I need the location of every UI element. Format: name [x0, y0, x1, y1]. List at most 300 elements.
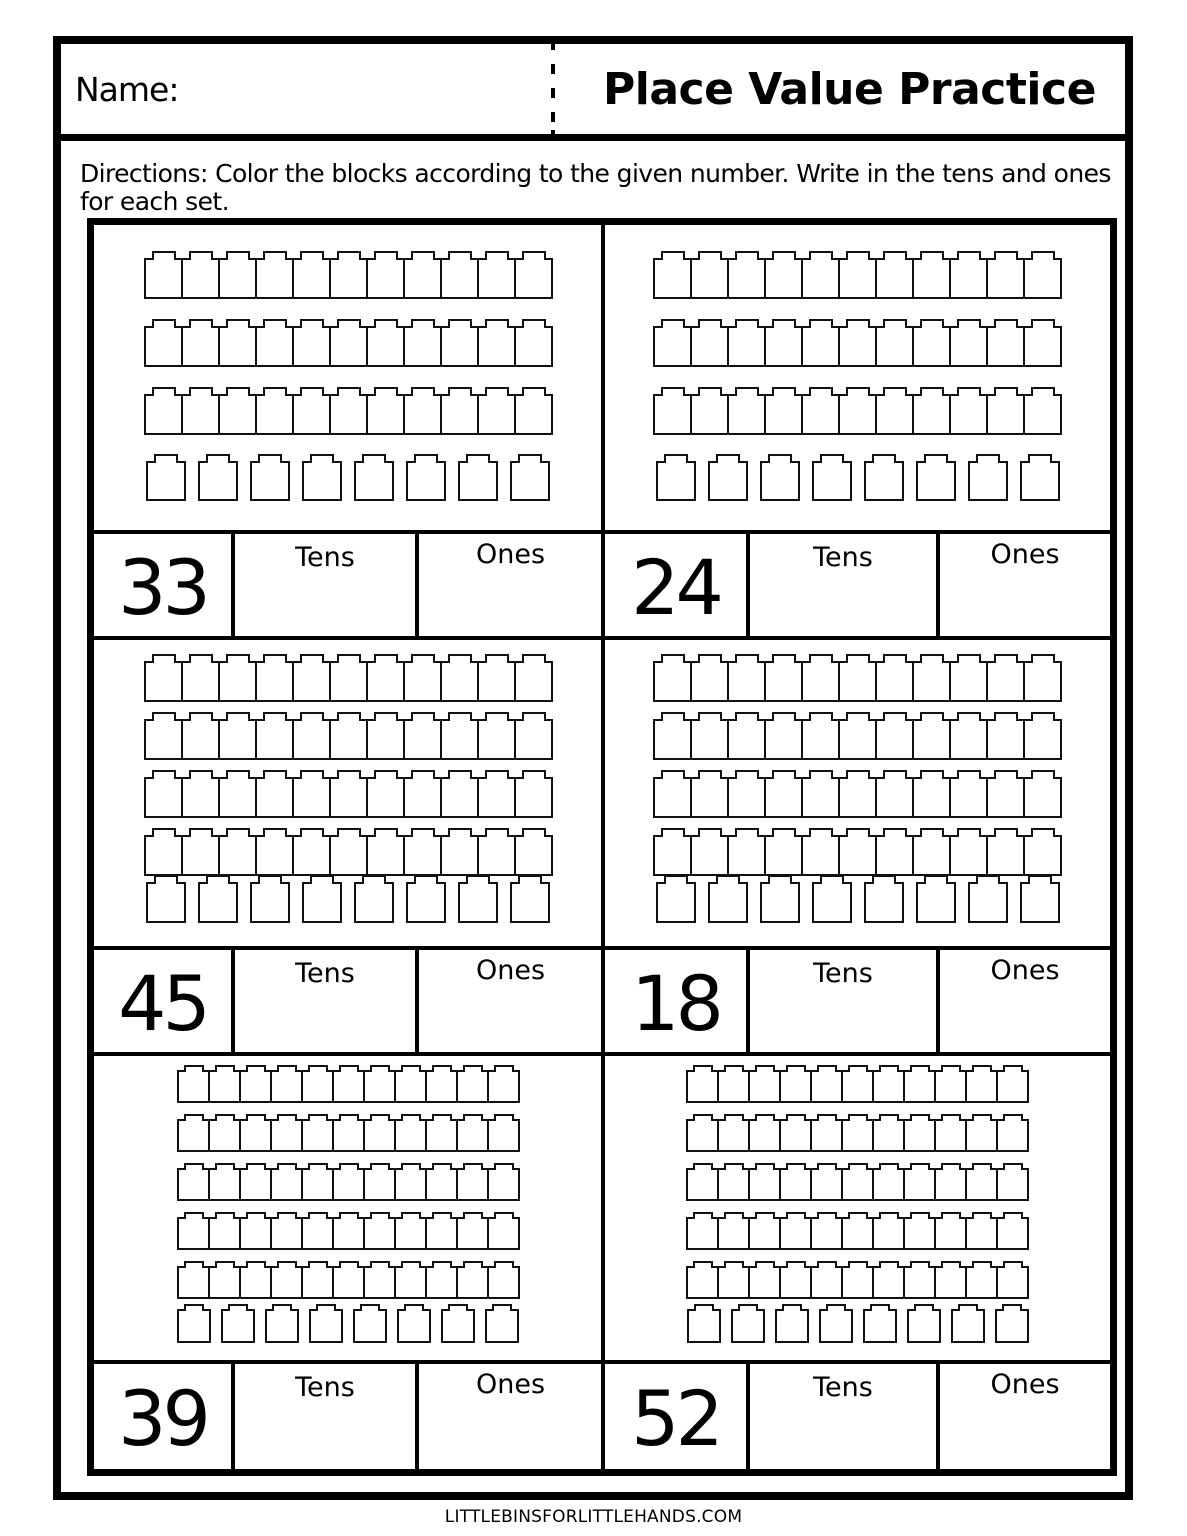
- brick-block[interactable]: [218, 835, 257, 876]
- brick-block[interactable]: [727, 777, 766, 818]
- brick-block[interactable]: [292, 326, 331, 367]
- brick-block[interactable]: [727, 661, 766, 702]
- brick-block[interactable]: [934, 1217, 967, 1250]
- brick-block[interactable]: [965, 1266, 998, 1299]
- brick-block[interactable]: [487, 1119, 520, 1152]
- ones-answer-box[interactable]: [419, 950, 602, 1056]
- tens-answer-box[interactable]: [750, 1364, 940, 1473]
- brick-block[interactable]: [717, 1266, 750, 1299]
- brick-block[interactable]: [996, 1119, 1029, 1152]
- brick-block[interactable]: [255, 326, 294, 367]
- brick-block[interactable]: [144, 661, 183, 702]
- one-block[interactable]: [812, 461, 852, 501]
- brick-block[interactable]: [934, 1168, 967, 1201]
- tens-answer-box[interactable]: [750, 534, 940, 640]
- brick-block[interactable]: [686, 1119, 719, 1152]
- brick-block[interactable]: [748, 1119, 781, 1152]
- brick-block[interactable]: [301, 1266, 334, 1299]
- ones-answer-box[interactable]: [940, 534, 1110, 640]
- brick-block[interactable]: [270, 1070, 303, 1103]
- brick-block[interactable]: [764, 258, 803, 299]
- brick-block[interactable]: [838, 719, 877, 760]
- one-block[interactable]: [198, 882, 238, 923]
- brick-block[interactable]: [841, 1119, 874, 1152]
- brick-block[interactable]: [875, 835, 914, 876]
- brick-block[interactable]: [218, 394, 257, 435]
- brick-block[interactable]: [514, 835, 553, 876]
- brick-block[interactable]: [394, 1266, 427, 1299]
- brick-block[interactable]: [801, 719, 840, 760]
- brick-block[interactable]: [653, 258, 692, 299]
- brick-block[interactable]: [366, 394, 405, 435]
- brick-block[interactable]: [218, 326, 257, 367]
- brick-block[interactable]: [218, 661, 257, 702]
- one-block[interactable]: [177, 1309, 211, 1343]
- one-block[interactable]: [687, 1309, 721, 1343]
- brick-block[interactable]: [292, 777, 331, 818]
- brick-block[interactable]: [363, 1168, 396, 1201]
- one-block[interactable]: [656, 882, 696, 923]
- brick-block[interactable]: [144, 777, 183, 818]
- brick-block[interactable]: [779, 1070, 812, 1103]
- brick-block[interactable]: [1023, 326, 1062, 367]
- brick-block[interactable]: [255, 777, 294, 818]
- brick-block[interactable]: [653, 719, 692, 760]
- brick-block[interactable]: [1023, 661, 1062, 702]
- brick-block[interactable]: [1023, 258, 1062, 299]
- brick-block[interactable]: [329, 661, 368, 702]
- ones-answer-box[interactable]: [419, 1364, 602, 1473]
- brick-block[interactable]: [332, 1070, 365, 1103]
- brick-block[interactable]: [332, 1217, 365, 1250]
- brick-block[interactable]: [727, 719, 766, 760]
- brick-block[interactable]: [403, 835, 442, 876]
- brick-block[interactable]: [403, 394, 442, 435]
- brick-block[interactable]: [801, 835, 840, 876]
- brick-block[interactable]: [986, 326, 1025, 367]
- brick-block[interactable]: [764, 661, 803, 702]
- brick-block[interactable]: [686, 1266, 719, 1299]
- brick-block[interactable]: [144, 326, 183, 367]
- brick-block[interactable]: [514, 661, 553, 702]
- brick-block[interactable]: [779, 1217, 812, 1250]
- brick-block[interactable]: [366, 326, 405, 367]
- brick-block[interactable]: [177, 1070, 210, 1103]
- brick-block[interactable]: [690, 777, 729, 818]
- brick-block[interactable]: [717, 1070, 750, 1103]
- brick-block[interactable]: [329, 835, 368, 876]
- brick-block[interactable]: [838, 835, 877, 876]
- one-block[interactable]: [863, 1309, 897, 1343]
- brick-block[interactable]: [1023, 394, 1062, 435]
- brick-block[interactable]: [748, 1168, 781, 1201]
- brick-block[interactable]: [810, 1266, 843, 1299]
- brick-block[interactable]: [934, 1070, 967, 1103]
- brick-block[interactable]: [1023, 777, 1062, 818]
- brick-block[interactable]: [366, 258, 405, 299]
- brick-block[interactable]: [686, 1070, 719, 1103]
- one-block[interactable]: [951, 1309, 985, 1343]
- brick-block[interactable]: [332, 1119, 365, 1152]
- brick-block[interactable]: [653, 835, 692, 876]
- brick-block[interactable]: [329, 326, 368, 367]
- brick-block[interactable]: [986, 258, 1025, 299]
- brick-block[interactable]: [653, 777, 692, 818]
- brick-block[interactable]: [801, 777, 840, 818]
- brick-block[interactable]: [425, 1266, 458, 1299]
- brick-block[interactable]: [1023, 719, 1062, 760]
- brick-block[interactable]: [764, 719, 803, 760]
- brick-block[interactable]: [332, 1168, 365, 1201]
- brick-block[interactable]: [986, 777, 1025, 818]
- brick-block[interactable]: [903, 1266, 936, 1299]
- brick-block[interactable]: [255, 661, 294, 702]
- one-block[interactable]: [250, 882, 290, 923]
- brick-block[interactable]: [875, 661, 914, 702]
- brick-block[interactable]: [875, 326, 914, 367]
- brick-block[interactable]: [440, 661, 479, 702]
- brick-block[interactable]: [477, 777, 516, 818]
- brick-block[interactable]: [986, 835, 1025, 876]
- brick-block[interactable]: [477, 394, 516, 435]
- brick-block[interactable]: [875, 258, 914, 299]
- one-block[interactable]: [968, 461, 1008, 501]
- brick-block[interactable]: [727, 326, 766, 367]
- brick-block[interactable]: [903, 1119, 936, 1152]
- brick-block[interactable]: [949, 835, 988, 876]
- brick-block[interactable]: [653, 326, 692, 367]
- one-block[interactable]: [302, 882, 342, 923]
- brick-block[interactable]: [292, 719, 331, 760]
- brick-block[interactable]: [270, 1168, 303, 1201]
- brick-block[interactable]: [425, 1070, 458, 1103]
- brick-block[interactable]: [514, 394, 553, 435]
- brick-block[interactable]: [996, 1217, 1029, 1250]
- brick-block[interactable]: [329, 777, 368, 818]
- brick-block[interactable]: [653, 394, 692, 435]
- brick-block[interactable]: [218, 777, 257, 818]
- brick-block[interactable]: [255, 258, 294, 299]
- brick-block[interactable]: [514, 719, 553, 760]
- brick-block[interactable]: [208, 1217, 241, 1250]
- brick-block[interactable]: [1023, 835, 1062, 876]
- brick-block[interactable]: [996, 1070, 1029, 1103]
- one-block[interactable]: [968, 882, 1008, 923]
- brick-block[interactable]: [514, 777, 553, 818]
- brick-block[interactable]: [366, 777, 405, 818]
- brick-block[interactable]: [801, 258, 840, 299]
- brick-block[interactable]: [875, 777, 914, 818]
- brick-block[interactable]: [986, 394, 1025, 435]
- brick-block[interactable]: [301, 1119, 334, 1152]
- brick-block[interactable]: [810, 1168, 843, 1201]
- one-block[interactable]: [731, 1309, 765, 1343]
- brick-block[interactable]: [764, 777, 803, 818]
- brick-block[interactable]: [801, 661, 840, 702]
- one-block[interactable]: [309, 1309, 343, 1343]
- brick-block[interactable]: [363, 1119, 396, 1152]
- brick-block[interactable]: [949, 661, 988, 702]
- brick-block[interactable]: [329, 258, 368, 299]
- brick-block[interactable]: [394, 1168, 427, 1201]
- brick-block[interactable]: [986, 719, 1025, 760]
- brick-block[interactable]: [292, 661, 331, 702]
- brick-block[interactable]: [456, 1168, 489, 1201]
- brick-block[interactable]: [903, 1217, 936, 1250]
- brick-block[interactable]: [363, 1217, 396, 1250]
- brick-block[interactable]: [487, 1217, 520, 1250]
- brick-block[interactable]: [270, 1119, 303, 1152]
- brick-block[interactable]: [239, 1217, 272, 1250]
- one-block[interactable]: [354, 461, 394, 501]
- brick-block[interactable]: [986, 661, 1025, 702]
- brick-block[interactable]: [181, 258, 220, 299]
- brick-block[interactable]: [841, 1266, 874, 1299]
- brick-block[interactable]: [292, 394, 331, 435]
- brick-block[interactable]: [810, 1217, 843, 1250]
- brick-block[interactable]: [456, 1119, 489, 1152]
- brick-block[interactable]: [181, 835, 220, 876]
- brick-block[interactable]: [332, 1266, 365, 1299]
- brick-block[interactable]: [329, 719, 368, 760]
- one-block[interactable]: [458, 461, 498, 501]
- brick-block[interactable]: [181, 777, 220, 818]
- tens-answer-box[interactable]: [235, 534, 419, 640]
- brick-block[interactable]: [208, 1070, 241, 1103]
- brick-block[interactable]: [440, 258, 479, 299]
- one-block[interactable]: [907, 1309, 941, 1343]
- brick-block[interactable]: [329, 394, 368, 435]
- brick-block[interactable]: [487, 1070, 520, 1103]
- brick-block[interactable]: [912, 835, 951, 876]
- one-block[interactable]: [510, 461, 550, 501]
- one-block[interactable]: [354, 882, 394, 923]
- brick-block[interactable]: [487, 1168, 520, 1201]
- brick-block[interactable]: [292, 258, 331, 299]
- brick-block[interactable]: [912, 719, 951, 760]
- brick-block[interactable]: [764, 835, 803, 876]
- brick-block[interactable]: [748, 1070, 781, 1103]
- brick-block[interactable]: [717, 1168, 750, 1201]
- one-block[interactable]: [916, 882, 956, 923]
- brick-block[interactable]: [181, 661, 220, 702]
- brick-block[interactable]: [144, 835, 183, 876]
- brick-block[interactable]: [912, 326, 951, 367]
- tens-answer-box[interactable]: [750, 950, 940, 1056]
- brick-block[interactable]: [838, 661, 877, 702]
- one-block[interactable]: [406, 882, 446, 923]
- brick-block[interactable]: [841, 1070, 874, 1103]
- brick-block[interactable]: [949, 258, 988, 299]
- brick-block[interactable]: [514, 258, 553, 299]
- brick-block[interactable]: [748, 1217, 781, 1250]
- brick-block[interactable]: [690, 835, 729, 876]
- brick-block[interactable]: [841, 1217, 874, 1250]
- brick-block[interactable]: [487, 1266, 520, 1299]
- one-block[interactable]: [1020, 461, 1060, 501]
- one-block[interactable]: [485, 1309, 519, 1343]
- brick-block[interactable]: [144, 258, 183, 299]
- brick-block[interactable]: [403, 326, 442, 367]
- one-block[interactable]: [708, 882, 748, 923]
- brick-block[interactable]: [903, 1070, 936, 1103]
- ones-answer-box[interactable]: [940, 1364, 1110, 1473]
- brick-block[interactable]: [653, 661, 692, 702]
- one-block[interactable]: [146, 461, 186, 501]
- one-block[interactable]: [1020, 882, 1060, 923]
- brick-block[interactable]: [912, 394, 951, 435]
- brick-block[interactable]: [177, 1217, 210, 1250]
- brick-block[interactable]: [239, 1168, 272, 1201]
- one-block[interactable]: [221, 1309, 255, 1343]
- brick-block[interactable]: [403, 777, 442, 818]
- brick-block[interactable]: [686, 1168, 719, 1201]
- brick-block[interactable]: [208, 1119, 241, 1152]
- brick-block[interactable]: [144, 719, 183, 760]
- brick-block[interactable]: [748, 1266, 781, 1299]
- brick-block[interactable]: [912, 258, 951, 299]
- brick-block[interactable]: [690, 719, 729, 760]
- brick-block[interactable]: [394, 1070, 427, 1103]
- brick-block[interactable]: [949, 326, 988, 367]
- one-block[interactable]: [146, 882, 186, 923]
- brick-block[interactable]: [801, 394, 840, 435]
- brick-block[interactable]: [456, 1217, 489, 1250]
- brick-block[interactable]: [218, 258, 257, 299]
- one-block[interactable]: [864, 461, 904, 501]
- one-block[interactable]: [812, 882, 852, 923]
- brick-block[interactable]: [686, 1217, 719, 1250]
- brick-block[interactable]: [717, 1119, 750, 1152]
- brick-block[interactable]: [912, 661, 951, 702]
- brick-block[interactable]: [690, 394, 729, 435]
- one-block[interactable]: [995, 1309, 1029, 1343]
- brick-block[interactable]: [363, 1266, 396, 1299]
- one-block[interactable]: [510, 882, 550, 923]
- brick-block[interactable]: [181, 394, 220, 435]
- brick-block[interactable]: [239, 1119, 272, 1152]
- brick-block[interactable]: [363, 1070, 396, 1103]
- brick-block[interactable]: [841, 1168, 874, 1201]
- brick-block[interactable]: [838, 394, 877, 435]
- brick-block[interactable]: [394, 1217, 427, 1250]
- brick-block[interactable]: [403, 719, 442, 760]
- brick-block[interactable]: [425, 1168, 458, 1201]
- one-block[interactable]: [760, 882, 800, 923]
- brick-block[interactable]: [255, 394, 294, 435]
- brick-block[interactable]: [239, 1070, 272, 1103]
- brick-block[interactable]: [764, 326, 803, 367]
- brick-block[interactable]: [727, 835, 766, 876]
- brick-block[interactable]: [690, 258, 729, 299]
- brick-block[interactable]: [875, 719, 914, 760]
- brick-block[interactable]: [477, 661, 516, 702]
- brick-block[interactable]: [440, 394, 479, 435]
- brick-block[interactable]: [270, 1217, 303, 1250]
- brick-block[interactable]: [764, 394, 803, 435]
- one-block[interactable]: [353, 1309, 387, 1343]
- ones-answer-box[interactable]: [419, 534, 602, 640]
- brick-block[interactable]: [456, 1070, 489, 1103]
- brick-block[interactable]: [477, 719, 516, 760]
- one-block[interactable]: [916, 461, 956, 501]
- brick-block[interactable]: [440, 719, 479, 760]
- brick-block[interactable]: [301, 1070, 334, 1103]
- brick-block[interactable]: [965, 1119, 998, 1152]
- brick-block[interactable]: [779, 1168, 812, 1201]
- one-block[interactable]: [458, 882, 498, 923]
- brick-block[interactable]: [872, 1168, 905, 1201]
- tens-answer-box[interactable]: [235, 1364, 419, 1473]
- brick-block[interactable]: [292, 835, 331, 876]
- brick-block[interactable]: [801, 326, 840, 367]
- brick-block[interactable]: [440, 777, 479, 818]
- brick-block[interactable]: [838, 777, 877, 818]
- brick-block[interactable]: [208, 1266, 241, 1299]
- one-block[interactable]: [775, 1309, 809, 1343]
- brick-block[interactable]: [255, 719, 294, 760]
- brick-block[interactable]: [366, 719, 405, 760]
- brick-block[interactable]: [477, 326, 516, 367]
- tens-answer-box[interactable]: [235, 950, 419, 1056]
- brick-block[interactable]: [690, 661, 729, 702]
- one-block[interactable]: [441, 1309, 475, 1343]
- brick-block[interactable]: [440, 835, 479, 876]
- brick-block[interactable]: [810, 1070, 843, 1103]
- brick-block[interactable]: [810, 1119, 843, 1152]
- one-block[interactable]: [302, 461, 342, 501]
- brick-block[interactable]: [301, 1217, 334, 1250]
- brick-block[interactable]: [965, 1217, 998, 1250]
- brick-block[interactable]: [366, 661, 405, 702]
- one-block[interactable]: [397, 1309, 431, 1343]
- one-block[interactable]: [406, 461, 446, 501]
- brick-block[interactable]: [779, 1119, 812, 1152]
- brick-block[interactable]: [177, 1266, 210, 1299]
- brick-block[interactable]: [456, 1266, 489, 1299]
- brick-block[interactable]: [514, 326, 553, 367]
- brick-block[interactable]: [838, 326, 877, 367]
- brick-block[interactable]: [270, 1266, 303, 1299]
- brick-block[interactable]: [875, 394, 914, 435]
- one-block[interactable]: [265, 1309, 299, 1343]
- brick-block[interactable]: [912, 777, 951, 818]
- brick-block[interactable]: [934, 1119, 967, 1152]
- brick-block[interactable]: [872, 1119, 905, 1152]
- brick-block[interactable]: [425, 1217, 458, 1250]
- brick-block[interactable]: [965, 1070, 998, 1103]
- brick-block[interactable]: [690, 326, 729, 367]
- brick-block[interactable]: [949, 394, 988, 435]
- brick-block[interactable]: [301, 1168, 334, 1201]
- brick-block[interactable]: [996, 1168, 1029, 1201]
- brick-block[interactable]: [727, 394, 766, 435]
- brick-block[interactable]: [366, 835, 405, 876]
- brick-block[interactable]: [717, 1217, 750, 1250]
- brick-block[interactable]: [934, 1266, 967, 1299]
- brick-block[interactable]: [477, 258, 516, 299]
- brick-block[interactable]: [177, 1119, 210, 1152]
- one-block[interactable]: [819, 1309, 853, 1343]
- brick-block[interactable]: [403, 661, 442, 702]
- brick-block[interactable]: [144, 394, 183, 435]
- brick-block[interactable]: [872, 1070, 905, 1103]
- brick-block[interactable]: [949, 719, 988, 760]
- brick-block[interactable]: [425, 1119, 458, 1152]
- brick-block[interactable]: [403, 258, 442, 299]
- brick-block[interactable]: [255, 835, 294, 876]
- brick-block[interactable]: [218, 719, 257, 760]
